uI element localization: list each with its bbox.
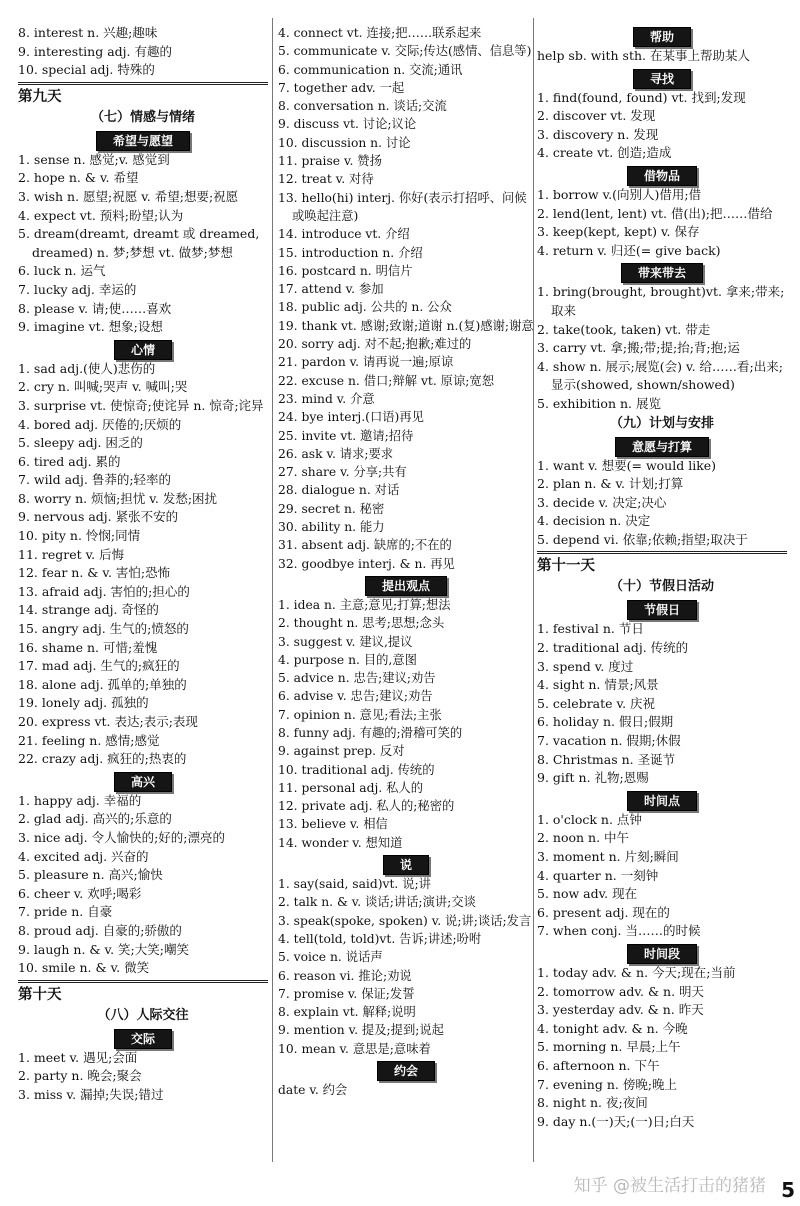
vocab-entry: 9. day n.(一)天;(一)日;白天 [537,1113,695,1129]
vocab-entry: 6. communication n. 交流;通讯 [278,62,463,77]
category-header [278,575,534,595]
day-heading: 第十一天 [537,551,787,577]
entry-list [18,360,268,769]
category-header [537,262,787,282]
vocab-entry: 11. praise v. 赞扬 [278,154,382,169]
vocab-entry: 3. wish n. 愿望;祝愿 v. 希望;想要;祝愿 [18,188,239,204]
vocab-entry: 6. reason vi. 推论;劝说 [278,968,412,983]
vocab-entry: 4. decision n. 决定 [537,513,651,529]
vocab-entry: 7. opinion n. 意见;看法;主张 [278,707,442,722]
vocab-entry: 5. pleasure n. 高兴;愉快 [18,867,163,883]
vocab-entry: 4. sight n. 情景;风景 [537,677,659,693]
vocab-entry: 8. please v. 请;使……喜欢 [18,300,172,316]
day-heading: 第十天 [18,980,268,1006]
vocab-entry: 7. pride n. 自豪 [18,904,113,920]
vocab-entry: 4. tell(told, told)vt. 告诉;讲述;吩咐 [278,931,482,946]
category-header [537,436,787,456]
vocab-entry: 14. strange adj. 奇怪的 [18,602,159,618]
vocab-entry: 6. afternoon n. 下午 [537,1057,660,1073]
vocab-entry: 3. carry vt. 拿;搬;带;提;抬;背;抱;运 [537,340,740,356]
vocab-entry: 2. noon n. 中午 [537,830,630,846]
category-header [278,1060,534,1080]
vocab-entry: 6. tired adj. 累的 [18,453,121,469]
vocab-entry: 21. pardon v. 请再说一遍;原谅 [278,355,454,370]
vocab-entry: 8. proud adj. 自豪的;骄傲的 [18,922,182,938]
vocab-entry: 1. bring(brought, brought)vt. 拿来;带来;取来 [537,284,785,318]
vocab-entry: 31. absent adj. 缺席的;不在的 [278,538,452,553]
vocab-entry: 7. lucky adj. 幸运的 [18,281,137,297]
vocab-entry: 14. wonder v. 想知道 [278,835,403,850]
vocab-entry: 4. create vt. 创造;造成 [537,145,672,161]
category-header [18,771,268,791]
vocab-entry: 9. interesting adj. 有趣的 [18,43,172,59]
entry-list [278,596,534,852]
vocab-entry: 22. crazy adj. 疯狂的;热衷的 [18,751,187,767]
entry-list [278,875,534,1058]
vocab-entry: 5. dream(dreamt, dreamt 或 dreamed, dreamed) n. 梦;梦想 vt. 做梦;梦想 [18,226,260,260]
vocab-entry: 7. evening n. 傍晚;晚上 [537,1076,678,1092]
vocab-entry: 7. wild adj. 鲁莽的;轻率的 [18,472,172,488]
vocab-entry: 2. plan n. & v. 计划;打算 [537,476,684,492]
vocab-entry: 6. present adj. 现在的 [537,904,670,920]
category-header [278,854,534,874]
vocab-entry: 15. introduction n. 介绍 [278,245,423,260]
vocab-entry: 4. connect vt. 连接;把……联系起来 [278,26,482,40]
entry-list [537,186,787,260]
category-label: 节假日 [627,600,697,620]
category-header [537,790,787,810]
vocab-entry: 27. share v. 分享;共有 [278,465,407,480]
vocab-entry: 16. postcard n. 明信片 [278,263,413,278]
vocab-entry: 4. show n. 展示;展览(会) v. 给……看;出来;显示(showed, shown/showed) [537,358,783,393]
vocab-entry: 20. sorry adj. 对不起;抱歉;难过的 [278,337,472,352]
entry-list [537,964,787,1131]
category-label: 帮助 [633,27,691,47]
vocab-entry: 2. talk n. & v. 谈话;讲话;演讲;交谈 [278,895,476,910]
vocab-entry: 2. party n. 晚会;聚会 [18,1068,142,1084]
vocab-entry: 5. morning n. 早晨;上午 [537,1039,681,1055]
vocab-entry: 9. gift n. 礼物;恩赐 [537,770,649,786]
category-header [537,165,787,185]
category-header [537,943,787,963]
vocab-entry: 9. mention v. 提及;提到;说起 [278,1023,444,1038]
vocab-entry: 29. secret n. 秘密 [278,501,385,516]
entry-list [278,24,534,573]
vocab-entry: 1. say(said, said)vt. 说;讲 [278,877,431,892]
vocab-entry: 3. discovery n. 发现 [537,126,659,142]
vocab-entry: 2. take(took, taken) vt. 带走 [537,321,711,337]
vocab-entry: 28. dialogue n. 对话 [278,483,400,498]
vocab-entry: 12. private adj. 私人的;秘密的 [278,799,455,814]
category-label: 交际 [114,1029,172,1049]
vocab-entry: 3. miss v. 漏掉;失误;错过 [18,1086,164,1102]
vocab-entry: 4. tonight adv. & n. 今晚 [537,1020,688,1036]
vocab-entry: 13. believe v. 相信 [278,817,388,832]
vocab-entry: 8. Christmas n. 圣诞节 [537,751,676,767]
vocab-entry: 10. discussion n. 讨论 [278,135,411,150]
entry-list [18,24,268,80]
vocab-entry: 1. festival n. 节日 [537,621,644,637]
vocab-entry: 8. funny adj. 有趣的;滑稽可笑的 [278,725,463,740]
category-header [537,599,787,619]
vocab-entry: 13. hello(hi) interj. 你好(表示打招呼、问候或唤起注意) [278,190,527,223]
entry-list [537,457,787,550]
topic-heading: （九）计划与安排 [609,415,714,431]
vocab-entry: 3. moment n. 片刻;瞬间 [537,849,679,864]
entry-list [18,1049,268,1105]
category-label: 提出观点 [365,576,447,596]
vocab-entry: 1. idea n. 主意;意见;打算;想法 [278,597,451,612]
vocab-entry: 4. bored adj. 厌倦的;厌烦的 [18,416,182,432]
category-label: 时间点 [627,791,697,811]
vocab-entry: 4. excited adj. 兴奋的 [18,848,149,864]
entry-list [537,89,787,163]
vocab-entry: 9. laugh n. & v. 笑;大笑;嘲笑 [18,941,189,957]
vocab-entry: 2. traditional adj. 传统的 [537,640,689,656]
vocab-entry: 1. sad adj.(使人)悲伤的 [18,360,156,376]
vocab-entry: 11. regret v. 后悔 [18,546,125,562]
vocab-entry: 6. advise v. 忠告;建议;劝告 [278,689,433,704]
vocab-entry: 23. mind v. 介意 [278,391,375,406]
vocab-entry: 5. sleepy adj. 困乏的 [18,435,143,451]
vocab-entry: 4. expect vt. 预料;盼望;认为 [18,207,184,223]
vocab-entry: 3. spend v. 度过 [537,658,634,674]
vocab-entry: 8. conversation n. 谈话;交流 [278,99,447,114]
vocab-entry: 14. introduce vt. 介绍 [278,227,410,242]
page-number: 5 [781,1178,795,1202]
category-header [18,130,268,150]
vocab-entry: 2. cry n. 叫喊;哭声 v. 喊叫;哭 [18,379,188,395]
vocab-entry: 2. thought n. 思考;思想;念头 [278,616,445,631]
vocab-entry: help sb. with sth. 在某事上帮助某人 [537,48,750,63]
day-heading: 第九天 [18,82,268,108]
vocab-entry: 10. pity n. 怜悯;同情 [18,528,141,544]
vocab-entry: 16. shame n. 可惜;羞愧 [18,639,158,655]
column-right [537,24,787,1166]
vocab-entry: 12. fear n. & v. 害怕;恐怖 [18,565,171,581]
category-header [18,339,268,359]
vocab-entry: 17. attend v. 参加 [278,282,384,297]
vocab-entry: 4. quarter n. 一刻钟 [537,867,659,883]
category-label: 带来带去 [621,263,703,283]
vocab-entry: 7. together adv. 一起 [278,80,405,95]
vocab-entry: 7. when conj. 当……的时候 [537,923,701,939]
vocab-entry: 1. find(found, found) vt. 找到;发现 [537,89,746,105]
category-label: 寻找 [633,69,691,89]
vocab-entry: 20. express vt. 表达;表示;表现 [18,714,198,729]
vocab-entry: 3. suggest v. 建议,提议 [278,634,413,649]
vocab-entry: 6. cheer v. 欢呼;喝彩 [18,885,142,901]
vocab-entry: 3. nice adj. 令人愉快的;好的;漂亮的 [18,829,226,845]
entry-list [537,283,787,413]
vocab-entry: 1. o'clock n. 点钟 [537,811,642,827]
entry-list [18,151,268,337]
vocab-entry: 10. special adj. 特殊的 [18,62,155,78]
vocab-entry: 1. borrow v.(向别人)借用;借 [537,186,702,202]
entry-list [537,620,787,787]
column-middle [278,24,534,1166]
vocab-entry: 3. speak(spoke, spoken) v. 说;讲;谈话;发言 [278,913,532,928]
vocab-entry: 17. mad adj. 生气的;疯狂的 [18,658,180,674]
vocab-entry: 24. bye interj.(口语)再见 [278,410,424,425]
category-header [537,26,787,46]
vocab-entry: 3. yesterday adv. & n. 昨天 [537,1002,704,1018]
vocab-entry: 7. promise v. 保证;发誓 [278,986,415,1001]
entry-list [537,47,787,66]
category-label: 高兴 [114,772,172,792]
vocab-entry: 9. against prep. 反对 [278,744,405,759]
topic-heading: （七）情感与情绪 [90,109,195,125]
vocab-entry: 6. holiday n. 假日;假期 [537,714,674,730]
column-left [18,24,268,1166]
category-header [537,68,787,88]
category-label: 希望与愿望 [96,131,190,151]
vocab-entry: 25. invite vt. 邀请;招待 [278,428,414,443]
category-label: 时间段 [627,944,697,964]
category-label: 借物品 [627,166,697,186]
vocab-entry: 32. goodbye interj. & n. 再见 [278,556,455,571]
vocab-entry: 4. purpose n. 目的,意图 [278,652,417,667]
category-label: 说 [383,855,429,875]
vocab-entry: 2. discover vt. 发现 [537,108,656,124]
vocab-entry: 18. public adj. 公共的 n. 公众 [278,300,452,315]
vocab-entry: 19. lonely adj. 孤独的 [18,695,149,711]
vocab-entry: 5. voice n. 说话声 [278,950,383,965]
vocab-entry: 4. return v. 归还(= give back) [537,242,721,258]
entry-list [18,792,268,978]
watermark: 知乎 @被生活打击的猪猪 [573,1176,766,1196]
column-divider [272,18,273,1162]
vocab-entry: 2. tomorrow adv. & n. 明天 [537,983,705,999]
vocab-entry: 1. happy adj. 幸福的 [18,792,142,808]
vocab-entry: 8. worry n. 烦恼;担忧 v. 发愁;困扰 [18,490,218,506]
vocab-entry: 30. ability n. 能力 [278,520,385,535]
vocab-entry: 26. ask v. 请求;要求 [278,446,394,461]
vocab-entry: 10. traditional adj. 传统的 [278,762,435,777]
category-header [18,1028,268,1048]
vocab-entry: 8. explain vt. 解释;说明 [278,1005,416,1020]
vocab-entry: 2. glad adj. 高兴的;乐意的 [18,811,172,827]
vocab-entry: 10. smile n. & v. 微笑 [18,960,150,976]
vocab-entry: 9. imagine vt. 想象;设想 [18,319,163,335]
vocab-entry: 1. today adv. & n. 今天;现在;当前 [537,964,736,980]
category-label: 意愿与打算 [615,437,709,457]
vocab-entry: 15. angry adj. 生气的;愤怒的 [18,621,189,637]
vocab-entry: 3. decide v. 决定;决心 [537,494,667,510]
vocab-entry: 8. interest n. 兴趣;趣味 [18,25,158,40]
vocab-entry: 12. treat v. 对待 [278,172,374,187]
vocab-entry: 5. communicate v. 交际;传达(感情、信息等) [278,44,532,59]
category-label: 心情 [114,340,172,360]
vocab-entry: 5. exhibition n. 展览 [537,395,661,411]
category-label: 约会 [377,1061,435,1081]
entry-list [537,811,787,941]
vocab-entry: 3. keep(kept, kept) v. 保存 [537,224,700,240]
vocab-entry: 1. meet v. 遇见;会面 [18,1049,138,1065]
vocab-entry: 2. lend(lent, lent) vt. 借(出);把……借给 [537,205,773,221]
topic-heading: （八）人际交往 [97,1007,189,1023]
vocab-entry: 5. depend vi. 依靠;依赖;指望;取决于 [537,531,748,547]
topic-heading: （十）节假日活动 [609,579,714,595]
vocab-entry: 21. feeling n. 感情;感觉 [18,732,160,748]
vocab-entry: 5. advice n. 忠告;建议;劝告 [278,671,436,686]
vocab-entry: 9. discuss vt. 讨论;议论 [278,117,417,132]
vocab-entry: 2. hope n. & v. 希望 [18,170,139,186]
vocab-entry: 6. luck n. 运气 [18,263,106,279]
vocab-entry: 5. now adv. 现在 [537,886,638,902]
vocab-entry: 11. personal adj. 私人的 [278,780,424,795]
vocab-entry: 22. excuse n. 借口;辩解 vt. 原谅;宽恕 [278,373,494,388]
vocab-entry: 7. vacation n. 假期;休假 [537,733,681,749]
vocab-entry: 10. mean v. 意思是;意味着 [278,1041,431,1056]
vocab-entry: 13. afraid adj. 害怕的;担心的 [18,583,190,599]
vocab-entry: date v. 约会 [278,1083,348,1098]
vocab-entry: 9. nervous adj. 紧张不安的 [18,509,179,525]
vocab-entry: 1. want v. 想要(= would like) [537,457,717,473]
vocab-entry: 18. alone adj. 孤单的;单独的 [18,676,187,692]
vocab-entry: 3. surprise vt. 使惊奇;使诧异 n. 惊奇;诧异 [18,397,264,413]
vocab-entry: 1. sense n. 感觉;v. 感觉到 [18,151,170,167]
vocab-entry: 8. night n. 夜;夜间 [537,1095,648,1111]
vocab-entry: 19. thank vt. 感谢;致谢;道谢 n.(复)感谢;谢意 [278,318,534,333]
entry-list [278,1081,534,1099]
vocab-entry: 5. celebrate v. 庆祝 [537,695,656,711]
